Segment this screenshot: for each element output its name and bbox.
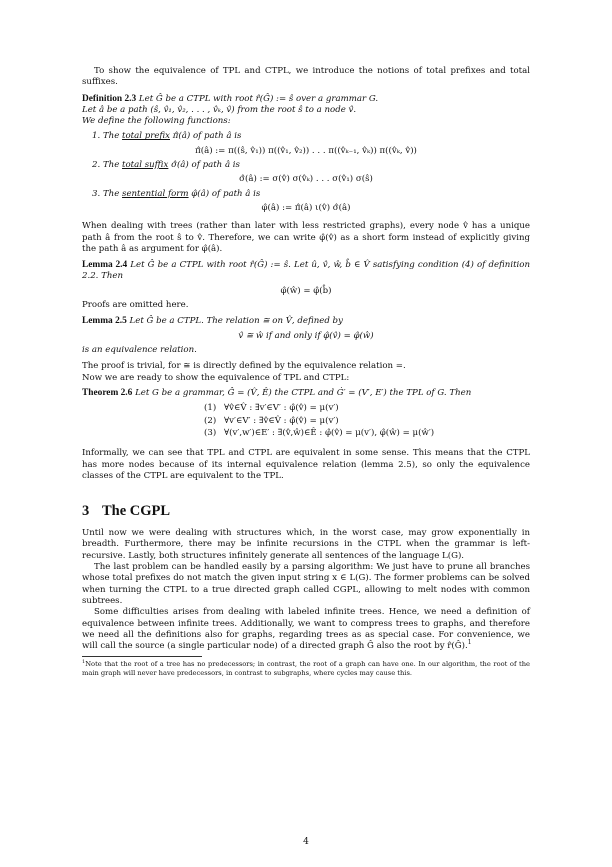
- section-paragraph-1: Until now we were dealing with structures which, in the worst case, may grow exponentially in breadth. Furthermore, there may be infinite recursions in the CTPL when the grammar is left-recursive. Lastly, both structures infinitely generate all sentences of the language L(G).: [82, 528, 530, 561]
- definition-item-2: 2. The total suffix σ̂(â) of path â is: [92, 160, 240, 171]
- definition-line-3: We define the following functions:: [82, 116, 231, 127]
- section-paragraph-2: The last problem can be handled easily by a parsing algorithm: We just have to prune all branches whose total prefixes do not match the given input string x ∈ L(G). The former problems can be solved when turning the CTPL to a true directed graph called CGPL, allowing to melt nodes with common subtrees.: [82, 562, 530, 606]
- formula-sentential-form: φ̂(â) := π̂(â) ι(v̂) σ̂(â): [261, 202, 351, 213]
- theorem-row-3: (3) ∀(v′,w′)∈E′ : ∃(v̂,ŵ)∈Ê : φ̂(v̂) = μ(v′), φ̂(ŵ) = μ(ŵ′): [204, 427, 435, 438]
- definition-line-2: Let â be a path (ŝ, v̂₁, v̂₂, . . . , v̂ₖ, v̂) from the root ŝ to a node v̂.: [82, 104, 357, 115]
- proofs-omitted: Proofs are omitted here.: [82, 300, 189, 311]
- definition-2-3: [82, 94, 530, 105]
- lemma-2-4: [82, 260, 530, 283]
- theorem-2-6: [82, 388, 530, 399]
- footnote-ref: 1: [467, 639, 472, 647]
- lemma-2-5: [82, 316, 530, 327]
- section-paragraph-3: Some difficulties arises from dealing with labeled infinite trees. Hence, we need a definition of equivalence between infinite trees. Additionally, we want to compress trees to graphs, and therefore we need all the definitions also for graphs, regarding trees as as special case. For convenience, we will call the source (a single particular node) of a directed graph Ĝ also the root by r̂(Ĝ).$^1$: [82, 607, 530, 652]
- page-number: 4: [303, 837, 309, 847]
- lemma-2-5-after: is an equivalence relation.: [82, 344, 197, 355]
- theorem-text: Let G be a grammar, Ĝ = (V̂, Ê) the CTPL and Ġ′ = (V′, E′) the TPL of G. Then: [135, 387, 472, 398]
- section-heading: [82, 502, 530, 520]
- definition-label: Definition 2.3: [82, 93, 137, 104]
- definition-item-3: 3. The sentential form φ̂(â) of path â is: [92, 188, 261, 199]
- intro-paragraph: To show the equivalence of TPL and CTPL, we introduce the notions of total prefixes and total suffixes.: [82, 66, 530, 88]
- definition-item-1: 1. The total prefix π̂(â) of path â is: [92, 131, 242, 142]
- section-number: 3: [82, 503, 90, 520]
- term-sentential-form: sentential form: [122, 188, 189, 199]
- proof-trivial: The proof is trivial, for ≅ is directly defined by the equivalence relation =.: [82, 361, 406, 372]
- lemma-2-5-text: Let Ĝ be a CTPL. The relation ≅ on V̂, defined by: [129, 316, 343, 327]
- lemma-2-4-text: Let Ĝ be a CTPL with root r̂(Ĝ) := ŝ. Let û, v̂, ŵ, b̂ ∈ V̂ satisfying condition (4) of definition 2.2. Then: [82, 260, 530, 282]
- footnote-mark: 1: [82, 659, 86, 666]
- definition-line-1: Let Ĝ be a CTPL with root r̂(Ĝ) := ŝ over a grammar G.: [138, 93, 379, 104]
- theorem-label: Theorem 2.6: [82, 387, 133, 398]
- section-title: The CGPL: [102, 503, 171, 520]
- lemma-2-4-formula: φ̂(ŵ) = φ̂(b̂): [280, 285, 332, 296]
- theorem-row-2: (2) ∀v′∈V′ : ∃v̂∈V̂ : φ̂(v̂) = μ(v′): [204, 415, 339, 426]
- formula-total-prefix: π̂(â) := π((ŝ, v̂₁)) π((v̂₁, v̂₂)) . . . π((v̂ₖ₋₁, v̂ₖ)) π((v̂ₖ, v̂)): [195, 145, 417, 156]
- page-body: [82, 66, 530, 678]
- term-total-prefix: total prefix: [122, 131, 170, 142]
- informally-paragraph: Informally, we can see that TPL and CTPL are equivalent in some sense. This means that the CTPL has more nodes because of its internal equivalence relation (lemma 2.5), so only the equivalence classes of the CTPL are equivalent to the TPL.: [82, 448, 530, 481]
- term-total-suffix: total suffix: [122, 160, 169, 171]
- theorem-row-1: (1) ∀v̂∈V̂ : ∃v′∈V′ : φ̂(v̂) = μ(v′): [204, 403, 339, 414]
- theorem-list: [204, 403, 530, 440]
- trees-paragraph: When dealing with trees (rather than later with less restricted graphs), every node v̂ has a unique path â from the root ŝ to v̂. Therefore, we can write φ̂(v̂) as a short form instead of explicitly giving the path â as argument for φ̂(â).: [82, 221, 530, 254]
- now-ready: Now we are ready to show the equivalence of TPL and CTPL:: [82, 372, 350, 383]
- formula-total-suffix: σ̂(â) := σ(v̂) σ(v̂ₖ) . . . σ(v̂₁) σ(ŝ): [239, 174, 373, 185]
- footnote: $^1$Note that the root of a tree has no predecessors; in contrast, the root of a graph can have one. In our algorithm, the root of the main graph will never have predecessors, in contrast to subgraphs, where cycles may cause this.: [82, 659, 530, 678]
- lemma-2-5-label: Lemma 2.5: [82, 316, 127, 327]
- footnote-divider: [82, 656, 202, 657]
- lemma-2-5-formula: v̂ ≅ ŵ if and only if φ̂(v̂) = φ̂(ŵ): [238, 330, 374, 341]
- lemma-2-4-label: Lemma 2.4: [82, 260, 128, 271]
